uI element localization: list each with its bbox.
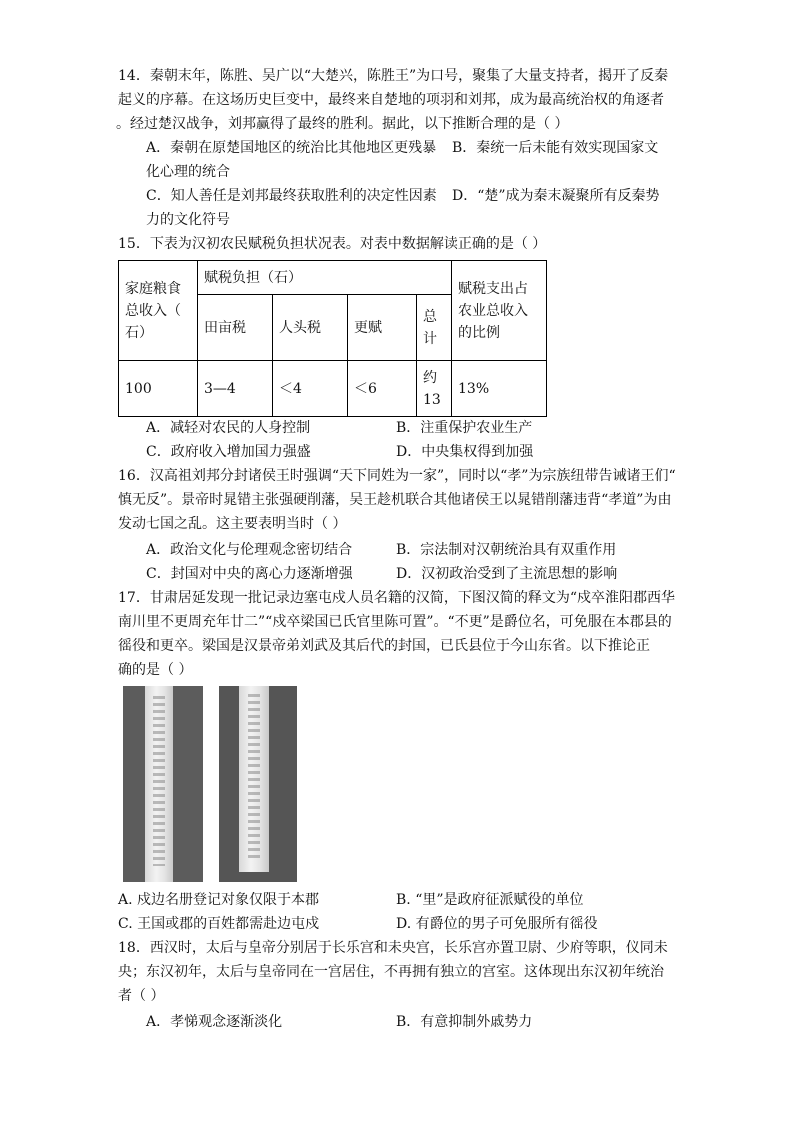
question-15-option-d[interactable]: D．中央集权得到加强	[396, 444, 534, 460]
question-18-line-1: 18．西汉时，太后与皇帝分别居于长乐宫和未央宫，长乐宫亦置卫尉、少府等职，仪同未	[118, 940, 668, 956]
question-17-line-2: 南川里不更周充年廿二”“戍卒梁国已氏官里陈可置”。“不更”是爵位名，可免服在本郡县的	[118, 614, 672, 630]
question-16-line-3: 发动七国之乱。这主要表明当时（ ）	[118, 516, 347, 532]
question-15-option-a[interactable]: A．减轻对农民的人身控制	[146, 420, 311, 436]
header-ratio-line-1: 赋税支出占	[458, 280, 528, 297]
question-17-stem	[118, 586, 678, 682]
question-17-line-4: 确的是（ ）	[118, 662, 193, 678]
han-slip-photo-2	[219, 686, 297, 882]
question-17-option-b[interactable]: B. “里”是政府征派赋役的单位	[396, 892, 584, 908]
question-16-line-2: 慎无反”。景帝时晁错主张强硬削藩，吴王趁机联合其他诸侯王以晁错削藩违背“孝道”为由	[118, 492, 672, 508]
bamboo-slip-2	[239, 686, 269, 872]
question-17-line-1: 17．甘肃居延发现一批记录边塞屯戍人员名籍的汉简，下图汉简的释文为“戍卒淮阳郡西华	[118, 590, 675, 606]
header-ratio-line-3: 的比例	[458, 324, 500, 341]
question-15-stem: 15．下表为汉初农民赋税负担状况表。对表中数据解读正确的是（ ）	[118, 236, 547, 252]
question-17-option-a[interactable]: A. 戍边名册登记对象仅限于本郡	[118, 892, 320, 908]
question-18-line-2: 央；东汉初年，太后与皇帝同在一宫居住，不再拥有独立的宫室。这体现出东汉初年统治	[118, 964, 664, 980]
question-14-line-3: 。经过楚汉战争，刘邦赢得了最终的胜利。据此，以下推断合理的是（ ）	[116, 116, 569, 132]
header-income-line-2: 总收入（	[125, 302, 181, 319]
question-14-option-d[interactable]: D．“楚”成为秦末凝聚所有反秦势	[452, 188, 660, 204]
header-income	[119, 261, 198, 361]
tax-burden-table	[118, 260, 547, 417]
question-16-option-b[interactable]: B．宗法制对汉朝统治具有双重作用	[396, 542, 617, 558]
question-14-line-2: 起义的序幕。在这场历史巨变中，最终来自楚地的项羽和刘邦，成为最高统治权的角逐者	[118, 92, 664, 108]
cell-income: 100	[119, 361, 198, 417]
question-18-option-a[interactable]: A．孝悌观念逐渐淡化	[146, 1014, 283, 1030]
header-ratio-line-2: 农业总收入	[458, 302, 528, 319]
header-tax-burden: 赋税负担（石）	[198, 261, 452, 295]
question-16-stem	[118, 464, 678, 536]
question-16-line-1: 16．汉高祖刘邦分封诸侯王时强调“天下同姓为一家”，同时以“孝”为宗族纽带告诫诸王们“	[118, 468, 676, 484]
cell-total-line-1: 约	[423, 369, 437, 386]
han-slip-photo-1	[123, 686, 203, 882]
question-14-stem	[118, 64, 678, 136]
header-total-line-2: 计	[423, 330, 437, 347]
question-16-option-d[interactable]: D．汉初政治受到了主流思想的影响	[396, 566, 618, 582]
question-15-option-b[interactable]: B．注重保护农业生产	[396, 420, 533, 436]
question-14-option-a[interactable]: A．秦朝在原楚国地区的统治比其他地区更残暴	[146, 140, 437, 156]
header-income-line-3: 石）	[125, 324, 153, 341]
header-head-tax: 人头税	[273, 295, 348, 361]
question-14-line-1: 14．秦朝末年，陈胜、吴广以“大楚兴，陈胜王”为口号，聚集了大量支持者，揭开了反秦	[118, 68, 669, 84]
question-17-option-d[interactable]: D. 有爵位的男子可免服所有徭役	[396, 916, 598, 932]
question-18-option-b[interactable]: B．有意抑制外戚势力	[396, 1014, 533, 1030]
question-14-option-b-cont: 化心理的统合	[146, 164, 230, 180]
header-ratio	[452, 261, 547, 361]
cell-field-tax: 3—4	[198, 361, 273, 417]
header-income-line-1: 家庭粮食	[125, 280, 181, 297]
question-15-option-c[interactable]: C．政府收入增加国力强盛	[146, 444, 311, 460]
cell-head-tax: ＜4	[273, 361, 348, 417]
question-18-line-3: 者（ ）	[118, 988, 165, 1004]
cell-total-line-2: 13	[423, 391, 441, 408]
header-total	[417, 295, 452, 361]
cell-ratio: 13%	[452, 361, 547, 417]
question-17-line-3: 徭役和更卒。梁国是汉景帝弟刘武及其后代的封国，已氏县位于今山东省。以下推论正	[118, 638, 650, 654]
cell-total	[417, 361, 452, 417]
bamboo-slip-1	[145, 686, 173, 882]
cell-geng-fu: ＜6	[348, 361, 417, 417]
header-total-line-1: 总	[423, 308, 437, 325]
question-18-stem	[118, 936, 678, 1008]
question-17-option-c[interactable]: C. 王国或郡的百姓都需赴边屯戍	[118, 916, 320, 932]
question-16-option-a[interactable]: A．政治文化与伦理观念密切结合	[146, 542, 353, 558]
question-14-option-b[interactable]: B．秦统一后未能有效实现国家文	[452, 140, 659, 156]
header-field-tax: 田亩税	[198, 295, 273, 361]
question-14-option-c[interactable]: C．知人善任是刘邦最终获取胜利的决定性因素	[146, 188, 437, 204]
header-geng-fu: 更赋	[348, 295, 417, 361]
question-14-option-d-cont: 力的文化符号	[146, 212, 230, 228]
question-16-option-c[interactable]: C．封国对中央的离心力逐渐增强	[146, 566, 353, 582]
